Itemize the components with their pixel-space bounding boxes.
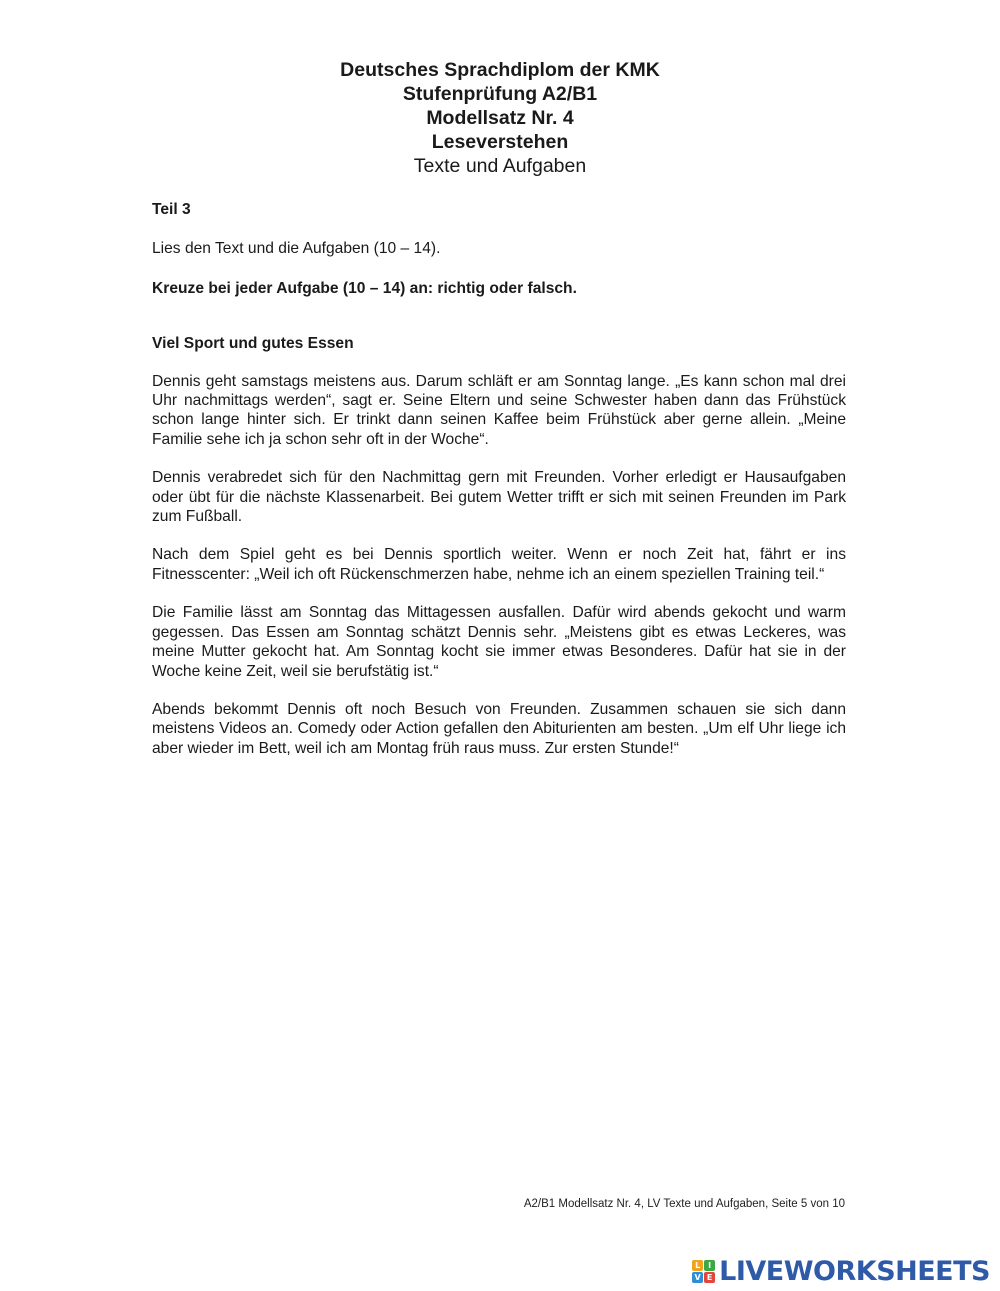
article-paragraph-2: Dennis verabredet sich für den Nachmittag gern mit Freunden. Vorher erledigt er Hausaufgaben oder übt für die nächste Klassenarbeit. Bei gutem Wetter trifft er sich mit seinen Freunden im Park zum Fußball. — [152, 469, 846, 526]
article-paragraph-1: Dennis geht samstags meistens aus. Darum schläft er am Sonntag lange. „Es kann schon mal drei Uhr nachmittags werden“, sagt er. Seine Eltern und seine Schwester haben dann das Frühstück schon lange hinter sich. Er trinkt dann seinen Kaffee beim Frühstück aber gerne allein. „Meine Familie sehe ich ja schon sehr oft in der Woche“. — [152, 372, 846, 448]
header-title-line-2: Stufenprüfung A2/B1 — [402, 83, 598, 105]
task-instruction: Kreuze bei jeder Aufgabe (10 – 14) an: richtig oder falsch. — [152, 279, 577, 297]
instruction-text: Lies den Text und die Aufgaben (10 – 14). — [152, 240, 441, 258]
logo-mark-letter-i: I — [704, 1260, 715, 1271]
logo-mark-letter-v: V — [692, 1272, 703, 1283]
document-header — [0, 58, 1000, 178]
header-subtitle: Texte und Aufgaben — [413, 155, 587, 177]
header-title-line-1: Deutsches Sprachdiplom der KMK — [340, 59, 660, 81]
logo-mark-letter-l: L — [692, 1260, 703, 1271]
header-title-line-3: Modellsatz Nr. 4 — [426, 107, 574, 129]
article-paragraph-3: Nach dem Spiel geht es bei Dennis sportlich weiter. Wenn er noch Zeit hat, fährt er ins Fitnesscenter: „Weil ich oft Rückenschmerzen habe, nehme ich an einem speziellen Training teil.“ — [152, 546, 846, 583]
section-label: Teil 3 — [152, 201, 191, 218]
liveworksheets-logo — [692, 1254, 990, 1288]
document-body — [152, 200, 846, 777]
logo-mark-letter-e: E — [704, 1272, 715, 1283]
article-paragraph-5: Abends bekommt Dennis oft noch Besuch von Freunden. Zusammen schauen sie sich dann meistens Videos an. Comedy oder Action gefallen den Abiturienten am besten. „Um elf Uhr liege ich aber wieder im Bett, weil ich am Montag früh raus muss. Zur ersten Stunde!“ — [152, 700, 846, 757]
header-title-line-4: Leseverstehen — [431, 131, 569, 153]
logo-text: LIVEWORKSHEETS — [719, 1255, 990, 1287]
logo-mark-icon — [692, 1260, 715, 1283]
article-paragraph-4: Die Familie lässt am Sonntag das Mittagessen ausfallen. Dafür wird abends gekocht und warm gegessen. Das Essen am Sonntag schätzt Dennis sehr. „Meistens gibt es etwas Leckeres, was meine Mutter gekocht hat. Am Sonntag kocht sie immer etwas Besonderes. Dafür hat sie in der Woche keine Zeit, weil sie berufstätig ist.“ — [152, 604, 846, 680]
page-footer: A2/B1 Modellsatz Nr. 4, LV Texte und Aufgaben, Seite 5 von 10 — [523, 1198, 845, 1210]
article-title: Viel Sport und gutes Essen — [152, 335, 354, 353]
